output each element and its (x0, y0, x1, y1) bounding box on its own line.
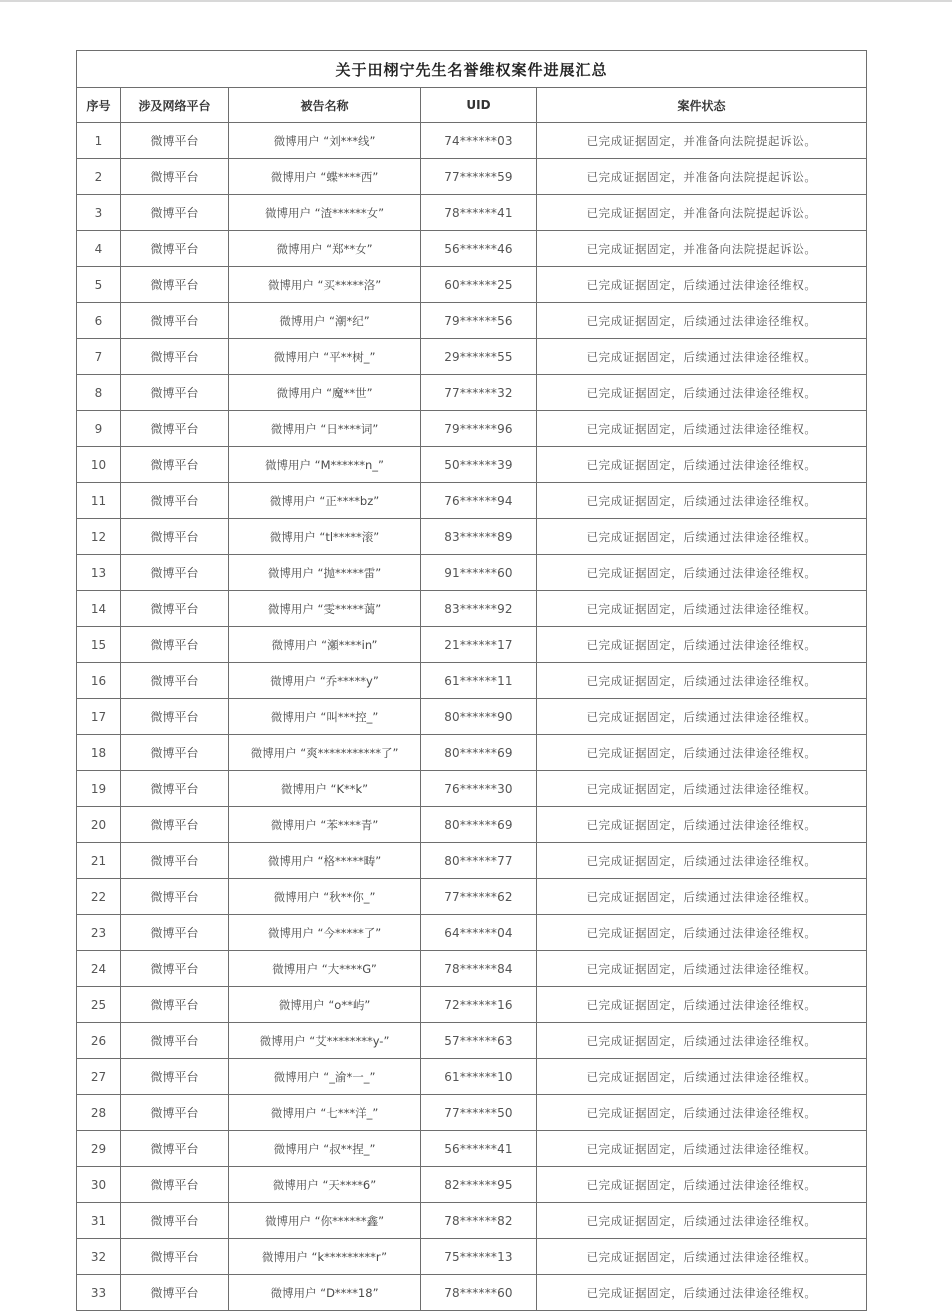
row-case-status: 已完成证据固定，并准备向法院提起诉讼。 (537, 123, 867, 159)
row-uid: 80******77 (421, 843, 537, 879)
row-defendant-name: 微博用户 “雯*****蔼” (229, 591, 421, 627)
row-platform: 微博平台 (121, 1023, 229, 1059)
row-number: 2 (77, 159, 121, 195)
row-case-status: 已完成证据固定，并准备向法院提起诉讼。 (537, 231, 867, 267)
table-body (77, 123, 867, 1311)
row-uid: 60******25 (421, 267, 537, 303)
row-case-status: 已完成证据固定，后续通过法律途径维权。 (537, 1095, 867, 1131)
table-row (77, 1095, 867, 1131)
row-number: 26 (77, 1023, 121, 1059)
row-case-status: 已完成证据固定，后续通过法律途径维权。 (537, 1059, 867, 1095)
row-case-status: 已完成证据固定，后续通过法律途径维权。 (537, 879, 867, 915)
row-platform: 微博平台 (121, 987, 229, 1023)
table-row (77, 555, 867, 591)
table-row (77, 123, 867, 159)
row-defendant-name: 微博用户 “蝶****西” (229, 159, 421, 195)
row-uid: 77******32 (421, 375, 537, 411)
row-case-status: 已完成证据固定，后续通过法律途径维权。 (537, 1275, 867, 1311)
row-platform: 微博平台 (121, 1239, 229, 1275)
row-defendant-name: 微博用户 “买*****洛” (229, 267, 421, 303)
table-row (77, 879, 867, 915)
row-defendant-name: 微博用户 “正****bz” (229, 483, 421, 519)
table-row (77, 195, 867, 231)
row-uid: 56******46 (421, 231, 537, 267)
row-uid: 50******39 (421, 447, 537, 483)
row-defendant-name: 微博用户 “平**树_” (229, 339, 421, 375)
row-uid: 78******41 (421, 195, 537, 231)
row-case-status: 已完成证据固定，后续通过法律途径维权。 (537, 627, 867, 663)
table-row (77, 771, 867, 807)
row-platform: 微博平台 (121, 807, 229, 843)
row-platform: 微博平台 (121, 663, 229, 699)
row-defendant-name: 微博用户 “D****18” (229, 1275, 421, 1311)
table-row (77, 915, 867, 951)
row-number: 18 (77, 735, 121, 771)
header-platform: 涉及网络平台 (121, 88, 229, 123)
row-case-status: 已完成证据固定，后续通过法律途径维权。 (537, 1239, 867, 1275)
row-defendant-name: 微博用户 “抛*****雷” (229, 555, 421, 591)
header-uid: UID (421, 88, 537, 123)
row-number: 14 (77, 591, 121, 627)
row-platform: 微博平台 (121, 1275, 229, 1311)
row-platform: 微博平台 (121, 1095, 229, 1131)
row-defendant-name: 微博用户 “M******n_” (229, 447, 421, 483)
row-platform: 微博平台 (121, 231, 229, 267)
row-platform: 微博平台 (121, 195, 229, 231)
row-number: 32 (77, 1239, 121, 1275)
row-defendant-name: 微博用户 “天****6” (229, 1167, 421, 1203)
row-uid: 91******60 (421, 555, 537, 591)
row-platform: 微博平台 (121, 447, 229, 483)
table-row (77, 483, 867, 519)
row-number: 6 (77, 303, 121, 339)
table-row (77, 339, 867, 375)
row-platform: 微博平台 (121, 627, 229, 663)
row-defendant-name: 微博用户 “刘***线” (229, 123, 421, 159)
table-row (77, 1059, 867, 1095)
row-platform: 微博平台 (121, 735, 229, 771)
row-case-status: 已完成证据固定，后续通过法律途径维权。 (537, 699, 867, 735)
row-number: 16 (77, 663, 121, 699)
row-platform: 微博平台 (121, 1131, 229, 1167)
row-defendant-name: 微博用户 “七***洋_” (229, 1095, 421, 1131)
row-number: 1 (77, 123, 121, 159)
row-uid: 79******96 (421, 411, 537, 447)
row-uid: 77******59 (421, 159, 537, 195)
row-defendant-name: 微博用户 “郑**女” (229, 231, 421, 267)
row-platform: 微博平台 (121, 555, 229, 591)
row-case-status: 已完成证据固定，后续通过法律途径维权。 (537, 447, 867, 483)
row-case-status: 已完成证据固定，后续通过法律途径维权。 (537, 519, 867, 555)
row-defendant-name: 微博用户 “格*****畴” (229, 843, 421, 879)
row-uid: 78******82 (421, 1203, 537, 1239)
row-defendant-name: 微博用户 “艾********y-” (229, 1023, 421, 1059)
row-case-status: 已完成证据固定，后续通过法律途径维权。 (537, 843, 867, 879)
row-defendant-name: 微博用户 “叔**捏_” (229, 1131, 421, 1167)
row-number: 21 (77, 843, 121, 879)
row-number: 19 (77, 771, 121, 807)
row-platform: 微博平台 (121, 375, 229, 411)
row-case-status: 已完成证据固定，后续通过法律途径维权。 (537, 771, 867, 807)
table-row (77, 1239, 867, 1275)
table-row (77, 1167, 867, 1203)
row-uid: 78******60 (421, 1275, 537, 1311)
table-row (77, 807, 867, 843)
row-platform: 微博平台 (121, 699, 229, 735)
row-uid: 78******84 (421, 951, 537, 987)
row-number: 12 (77, 519, 121, 555)
header-defendant: 被告名称 (229, 88, 421, 123)
table-row (77, 159, 867, 195)
row-uid: 21******17 (421, 627, 537, 663)
row-case-status: 已完成证据固定，后续通过法律途径维权。 (537, 303, 867, 339)
row-platform: 微博平台 (121, 591, 229, 627)
row-platform: 微博平台 (121, 915, 229, 951)
row-case-status: 已完成证据固定，后续通过法律途径维权。 (537, 735, 867, 771)
table-row (77, 447, 867, 483)
row-uid: 74******03 (421, 123, 537, 159)
table-row (77, 303, 867, 339)
row-uid: 83******92 (421, 591, 537, 627)
row-number: 5 (77, 267, 121, 303)
row-case-status: 已完成证据固定，后续通过法律途径维权。 (537, 951, 867, 987)
row-platform: 微博平台 (121, 411, 229, 447)
row-uid: 57******63 (421, 1023, 537, 1059)
header-status: 案件状态 (537, 88, 867, 123)
table-row (77, 663, 867, 699)
row-uid: 64******04 (421, 915, 537, 951)
row-platform: 微博平台 (121, 1203, 229, 1239)
row-platform: 微博平台 (121, 339, 229, 375)
row-number: 10 (77, 447, 121, 483)
row-platform: 微博平台 (121, 267, 229, 303)
row-number: 25 (77, 987, 121, 1023)
row-case-status: 已完成证据固定，并准备向法院提起诉讼。 (537, 159, 867, 195)
row-number: 29 (77, 1131, 121, 1167)
row-case-status: 已完成证据固定，后续通过法律途径维权。 (537, 1023, 867, 1059)
row-number: 20 (77, 807, 121, 843)
table-row (77, 375, 867, 411)
row-defendant-name: 微博用户 “渣******女” (229, 195, 421, 231)
header-row (77, 88, 867, 123)
row-defendant-name: 微博用户 “爽***********了” (229, 735, 421, 771)
row-case-status: 已完成证据固定，后续通过法律途径维权。 (537, 915, 867, 951)
row-defendant-name: 微博用户 “_渝*一_” (229, 1059, 421, 1095)
row-case-status: 已完成证据固定，后续通过法律途径维权。 (537, 555, 867, 591)
table-row (77, 735, 867, 771)
row-platform: 微博平台 (121, 519, 229, 555)
row-uid: 79******56 (421, 303, 537, 339)
table-row (77, 267, 867, 303)
row-platform: 微博平台 (121, 879, 229, 915)
row-platform: 微博平台 (121, 951, 229, 987)
row-platform: 微博平台 (121, 843, 229, 879)
row-platform: 微博平台 (121, 159, 229, 195)
row-uid: 83******89 (421, 519, 537, 555)
row-number: 28 (77, 1095, 121, 1131)
row-number: 8 (77, 375, 121, 411)
table-title: 关于田栩宁先生名誉维权案件进展汇总 (77, 51, 867, 88)
row-platform: 微博平台 (121, 303, 229, 339)
case-summary-table (76, 50, 867, 1311)
row-number: 9 (77, 411, 121, 447)
row-defendant-name: 微博用户 “叫***控_” (229, 699, 421, 735)
row-uid: 61******10 (421, 1059, 537, 1095)
row-uid: 75******13 (421, 1239, 537, 1275)
table-row (77, 519, 867, 555)
row-defendant-name: 微博用户 “今*****了” (229, 915, 421, 951)
row-number: 11 (77, 483, 121, 519)
row-uid: 29******55 (421, 339, 537, 375)
row-case-status: 已完成证据固定，后续通过法律途径维权。 (537, 1203, 867, 1239)
row-number: 4 (77, 231, 121, 267)
row-number: 24 (77, 951, 121, 987)
table-row (77, 1131, 867, 1167)
table-row (77, 987, 867, 1023)
row-defendant-name: 微博用户 “魔**世” (229, 375, 421, 411)
row-uid: 80******69 (421, 807, 537, 843)
row-defendant-name: 微博用户 “乔*****y” (229, 663, 421, 699)
row-case-status: 已完成证据固定，后续通过法律途径维权。 (537, 663, 867, 699)
row-number: 15 (77, 627, 121, 663)
row-case-status: 已完成证据固定，后续通过法律途径维权。 (537, 375, 867, 411)
row-case-status: 已完成证据固定，后续通过法律途径维权。 (537, 591, 867, 627)
row-uid: 76******30 (421, 771, 537, 807)
row-defendant-name: 微博用户 “日****词” (229, 411, 421, 447)
table-row (77, 951, 867, 987)
row-case-status: 已完成证据固定，后续通过法律途径维权。 (537, 411, 867, 447)
table-row (77, 591, 867, 627)
row-number: 22 (77, 879, 121, 915)
row-defendant-name: 微博用户 “秋**你_” (229, 879, 421, 915)
row-case-status: 已完成证据固定，后续通过法律途径维权。 (537, 483, 867, 519)
row-platform: 微博平台 (121, 123, 229, 159)
row-number: 30 (77, 1167, 121, 1203)
row-uid: 80******69 (421, 735, 537, 771)
row-case-status: 已完成证据固定，后续通过法律途径维权。 (537, 807, 867, 843)
row-case-status: 已完成证据固定，并准备向法院提起诉讼。 (537, 195, 867, 231)
title-row (77, 51, 867, 88)
row-case-status: 已完成证据固定，后续通过法律途径维权。 (537, 339, 867, 375)
table-row (77, 699, 867, 735)
table-row (77, 1275, 867, 1311)
row-defendant-name: 微博用户 “苯****青” (229, 807, 421, 843)
row-number: 3 (77, 195, 121, 231)
table-row (77, 843, 867, 879)
table-row (77, 1203, 867, 1239)
table-row (77, 627, 867, 663)
row-defendant-name: 微博用户 “潮*纪” (229, 303, 421, 339)
row-platform: 微博平台 (121, 483, 229, 519)
row-number: 33 (77, 1275, 121, 1311)
row-case-status: 已完成证据固定，后续通过法律途径维权。 (537, 267, 867, 303)
row-case-status: 已完成证据固定，后续通过法律途径维权。 (537, 1167, 867, 1203)
row-number: 23 (77, 915, 121, 951)
row-number: 7 (77, 339, 121, 375)
row-uid: 72******16 (421, 987, 537, 1023)
row-defendant-name: 微博用户 “o**屿” (229, 987, 421, 1023)
row-case-status: 已完成证据固定，后续通过法律途径维权。 (537, 987, 867, 1023)
row-number: 27 (77, 1059, 121, 1095)
row-defendant-name: 微博用户 “大****G” (229, 951, 421, 987)
row-case-status: 已完成证据固定，后续通过法律途径维权。 (537, 1131, 867, 1167)
row-uid: 77******50 (421, 1095, 537, 1131)
row-number: 13 (77, 555, 121, 591)
row-platform: 微博平台 (121, 1167, 229, 1203)
row-defendant-name: 微博用户 “你******鑫” (229, 1203, 421, 1239)
row-defendant-name: 微博用户 “K**k” (229, 771, 421, 807)
row-uid: 56******41 (421, 1131, 537, 1167)
row-platform: 微博平台 (121, 1059, 229, 1095)
row-uid: 80******90 (421, 699, 537, 735)
row-number: 17 (77, 699, 121, 735)
row-defendant-name: 微博用户 “k*********r” (229, 1239, 421, 1275)
row-uid: 76******94 (421, 483, 537, 519)
header-no: 序号 (77, 88, 121, 123)
row-uid: 82******95 (421, 1167, 537, 1203)
row-defendant-name: 微博用户 “tl*****滚” (229, 519, 421, 555)
row-defendant-name: 微博用户 “瀬****in” (229, 627, 421, 663)
table-row (77, 411, 867, 447)
table-row (77, 231, 867, 267)
row-number: 31 (77, 1203, 121, 1239)
row-platform: 微博平台 (121, 771, 229, 807)
row-uid: 77******62 (421, 879, 537, 915)
page-top-rule (0, 0, 952, 2)
row-uid: 61******11 (421, 663, 537, 699)
table-row (77, 1023, 867, 1059)
